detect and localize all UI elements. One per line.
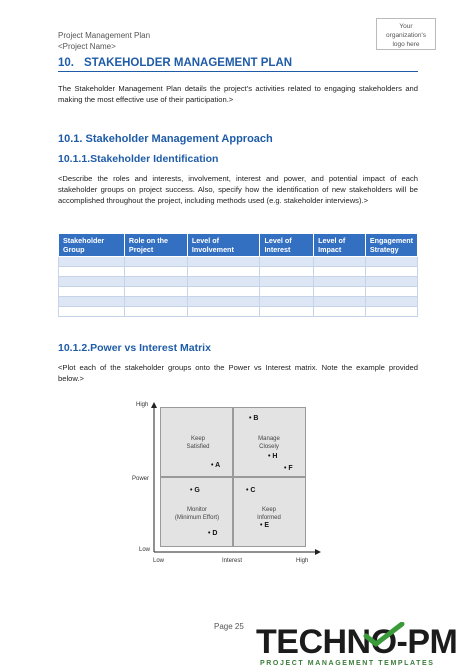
table-cell[interactable] <box>314 267 366 277</box>
stakeholder-table <box>58 233 418 317</box>
table-cell[interactable] <box>260 277 314 287</box>
check-icon <box>362 622 406 648</box>
project-name: <Project Name> <box>58 42 116 51</box>
table-cell[interactable] <box>260 257 314 267</box>
logo-line-3: logo here <box>392 41 420 48</box>
table-cell[interactable] <box>314 277 366 287</box>
table-cell[interactable] <box>124 297 187 307</box>
table-cell[interactable] <box>365 277 417 287</box>
section-number: 10. <box>58 57 74 69</box>
table-cell[interactable] <box>124 277 187 287</box>
table-cell[interactable] <box>59 257 125 267</box>
table-cell[interactable] <box>314 297 366 307</box>
table-cell[interactable] <box>187 287 260 297</box>
x-low-label: Low <box>153 558 165 564</box>
table-cell[interactable] <box>365 267 417 277</box>
point-e: • E <box>260 522 270 529</box>
table-cell[interactable] <box>314 307 366 317</box>
table-cell[interactable] <box>365 287 417 297</box>
table-row <box>59 267 418 277</box>
point-b: • B <box>249 415 259 422</box>
y-mid-label: Power <box>132 476 150 482</box>
page-number: Page 25 <box>214 622 244 631</box>
label-manage-closely: Manage Closely <box>258 436 280 450</box>
table-header-row <box>59 234 418 257</box>
point-g: • G <box>190 487 200 494</box>
table-cell[interactable] <box>124 287 187 297</box>
col-involvement: Level of Involvement <box>187 234 260 257</box>
col-strategy: Engagement Strategy <box>365 234 417 257</box>
logo-placeholder <box>376 18 436 50</box>
table-cell[interactable] <box>260 267 314 277</box>
table-cell[interactable] <box>59 297 125 307</box>
section-title: STAKEHOLDER MANAGEMENT PLAN <box>84 57 293 69</box>
point-h: • H <box>268 453 278 460</box>
table-cell[interactable] <box>314 287 366 297</box>
table-cell[interactable] <box>314 257 366 267</box>
table-cell[interactable] <box>59 267 125 277</box>
table-cell[interactable] <box>124 307 187 317</box>
col-stakeholder-group: Stakeholder Group <box>59 234 125 257</box>
table-cell[interactable] <box>187 277 260 287</box>
table-row <box>59 297 418 307</box>
table-cell[interactable] <box>124 257 187 267</box>
table-cell[interactable] <box>187 267 260 277</box>
table-cell[interactable] <box>187 307 260 317</box>
matrix-text: <Plot each of the stakeholder groups onto the Power vs Interest matrix. Note the example provided below.> <box>58 363 418 383</box>
logo-line-2: organization's <box>386 32 426 39</box>
label-keep-satisfied: Keep Satisfied <box>186 436 210 450</box>
label-monitor: Monitor (Minimum Effort) <box>174 507 220 521</box>
doc-title: Project Management Plan <box>58 31 151 40</box>
brand-subtitle: PROJECT MANAGEMENT TEMPLATES <box>260 660 435 667</box>
table-row <box>59 257 418 267</box>
point-d: • D <box>208 530 218 537</box>
table-cell[interactable] <box>59 277 125 287</box>
table-row <box>59 287 418 297</box>
y-high-label: High <box>136 402 149 408</box>
subsection-heading-10-1: 10.1. Stakeholder Management Approach <box>58 133 273 145</box>
section-intro: The Stakeholder Management Plan details the project's activities related to engaging stakeholders and making the most effective use of their participation.> <box>58 84 418 104</box>
x-high-label: High <box>296 558 309 564</box>
logo-line-1: Your <box>399 23 413 30</box>
col-role: Role on the Project <box>124 234 187 257</box>
table-cell[interactable] <box>365 257 417 267</box>
y-low-label: Low <box>139 547 151 553</box>
table-cell[interactable] <box>365 297 417 307</box>
identification-text: <Describe the roles and interests, involvement, interest and power, and potential impact of each stakeholder groups on project success. Also, specify how the identification of new stakeholders will be accomplished throughout the project, including methods used (e.g. stakeholder interviews).> <box>58 174 418 205</box>
table-cell[interactable] <box>260 287 314 297</box>
point-a: • A <box>211 462 221 469</box>
col-impact: Level of Impact <box>314 234 366 257</box>
point-c: • C <box>246 487 256 494</box>
table-cell[interactable] <box>260 307 314 317</box>
table-row <box>59 307 418 317</box>
subsection-heading-10-1-2: 10.1.2.Power vs Interest Matrix <box>58 342 211 354</box>
table-cell[interactable] <box>59 307 125 317</box>
label-keep-informed: Keep Informed <box>257 507 281 521</box>
power-interest-matrix <box>118 395 348 575</box>
section-heading <box>58 57 418 72</box>
table-cell[interactable] <box>187 297 260 307</box>
table-cell[interactable] <box>365 307 417 317</box>
table-row <box>59 277 418 287</box>
table-cell[interactable] <box>187 257 260 267</box>
x-mid-label: Interest <box>222 558 243 564</box>
brand-logo <box>250 622 474 671</box>
table-cell[interactable] <box>124 267 187 277</box>
brand-name: TECHNO-PM <box>256 623 458 661</box>
col-interest: Level of Interest <box>260 234 314 257</box>
table-cell[interactable] <box>260 297 314 307</box>
table-cell[interactable] <box>59 287 125 297</box>
subsection-heading-10-1-1: 10.1.1.Stakeholder Identification <box>58 153 219 165</box>
point-f: • F <box>284 465 293 472</box>
